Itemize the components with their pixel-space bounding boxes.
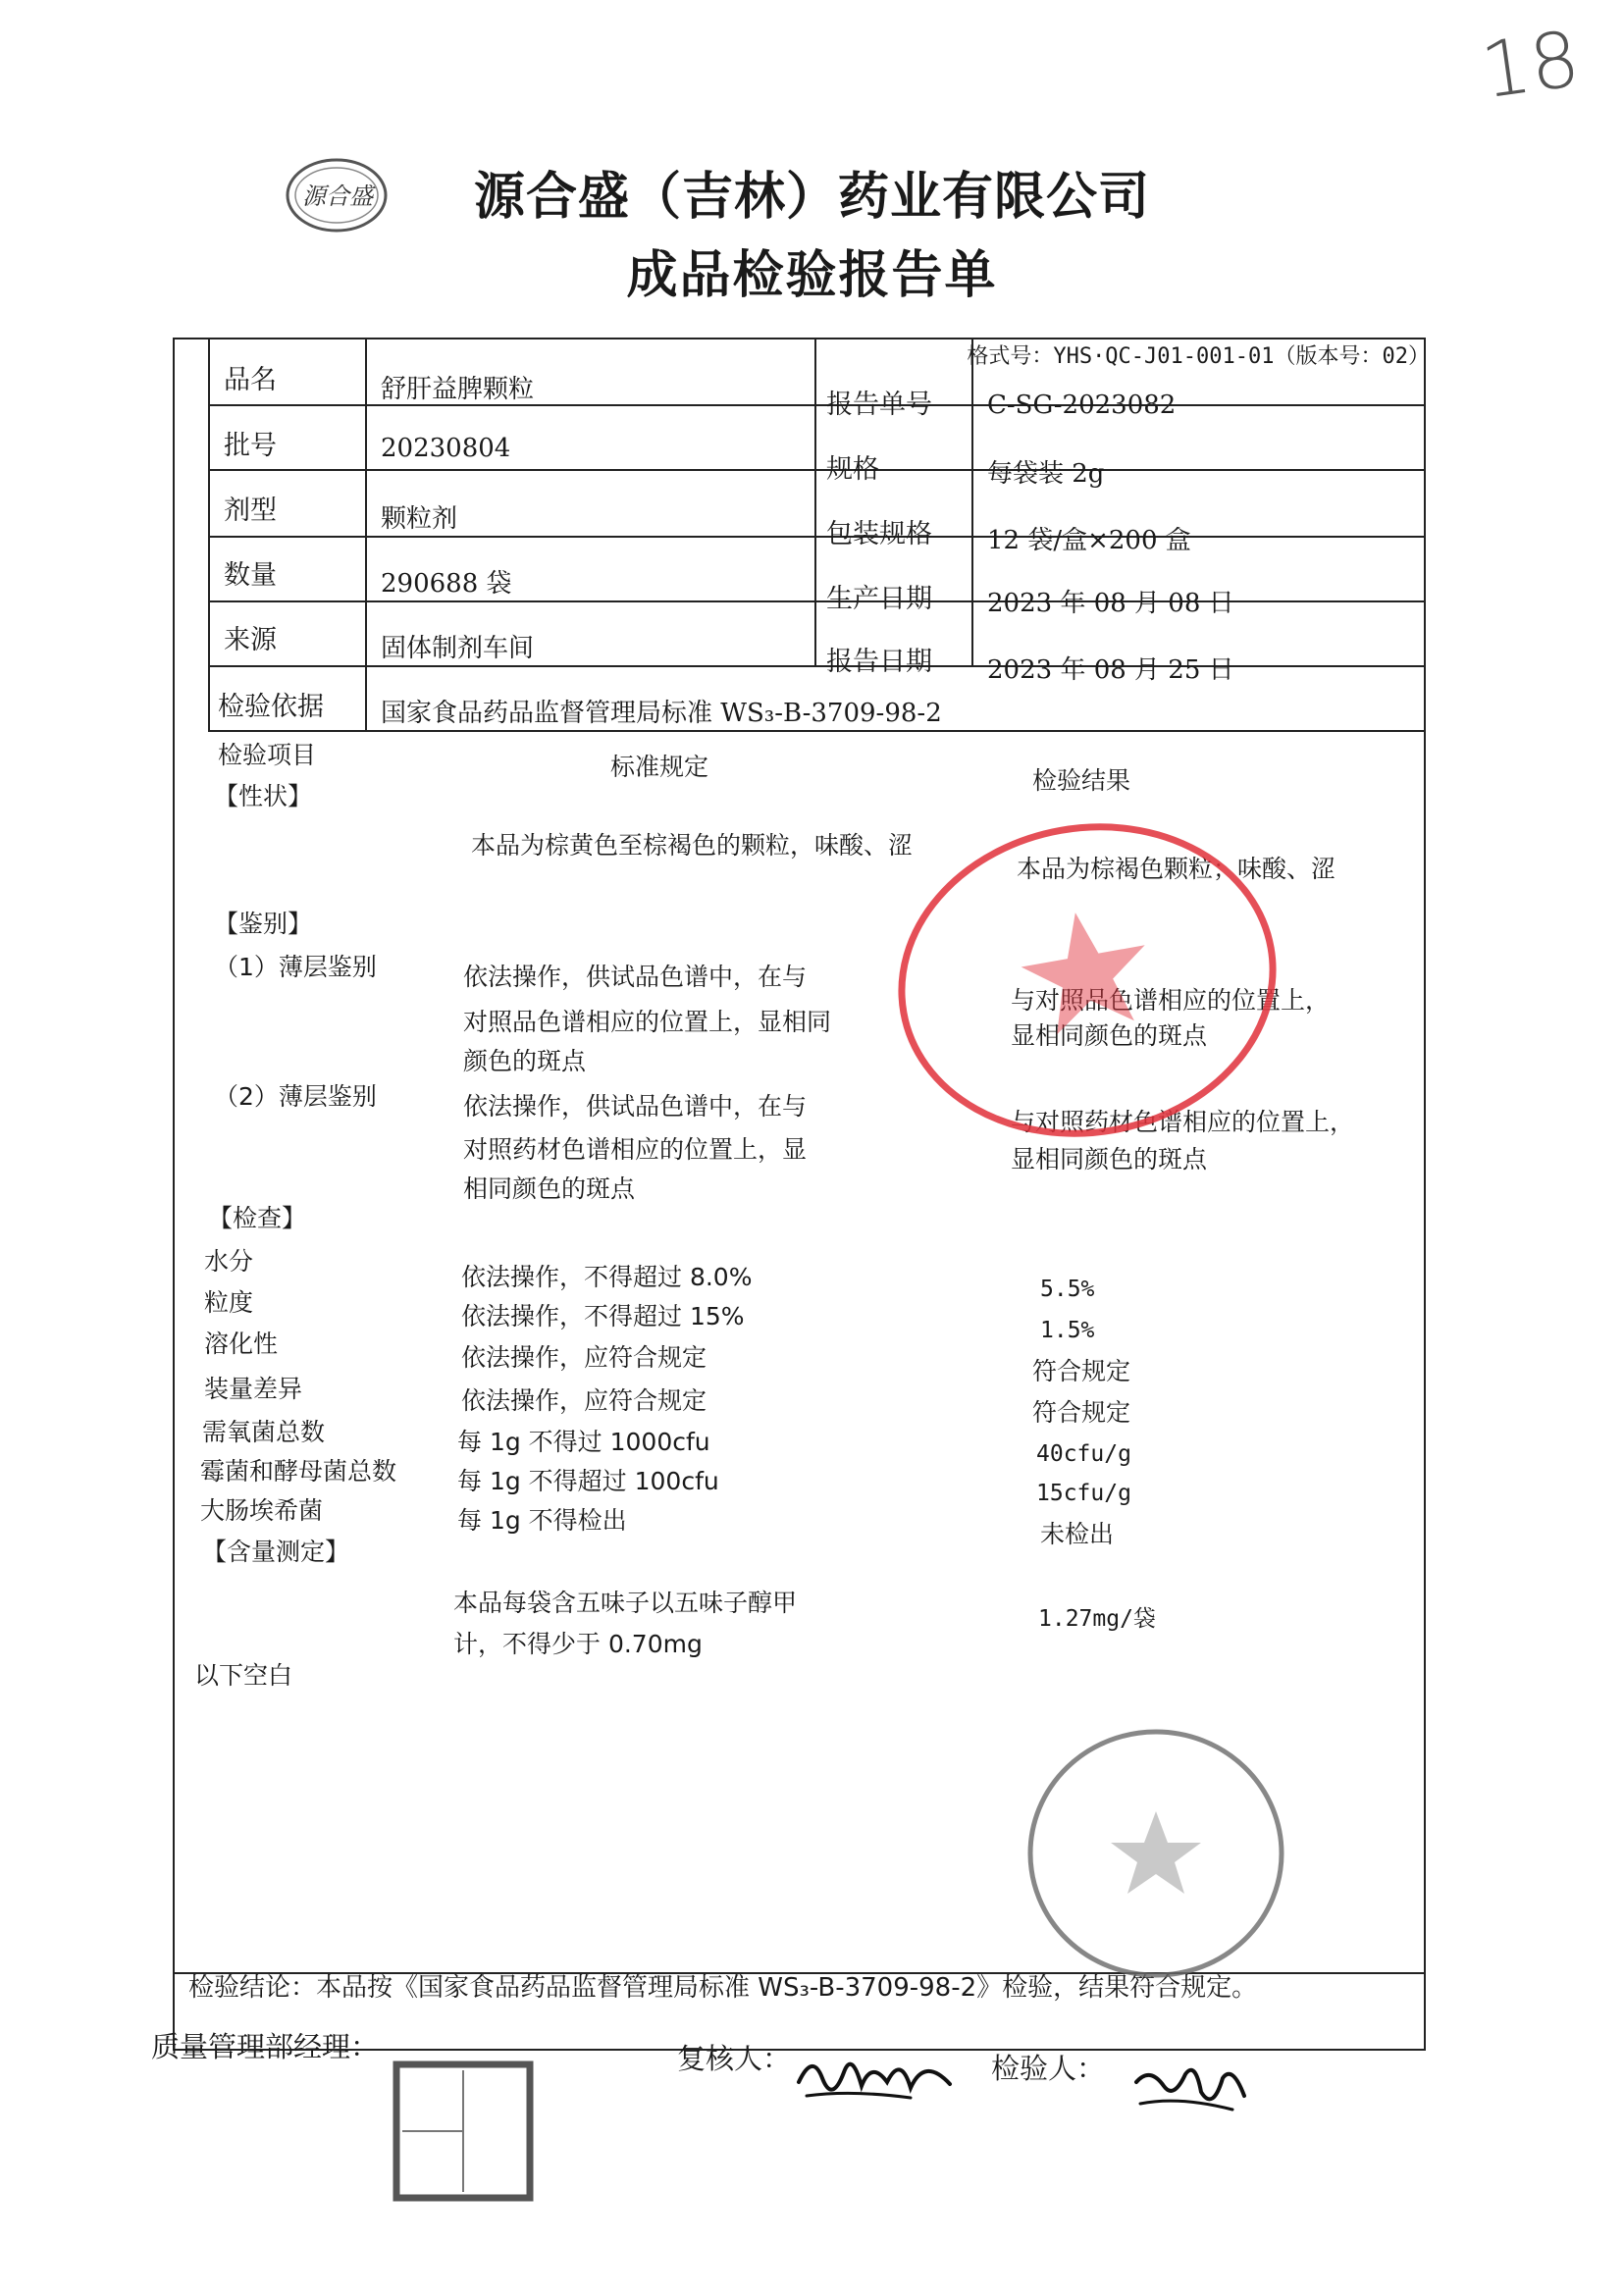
row-value-product: 舒肝益脾颗粒 [381, 375, 535, 404]
inspect-item: 装量差异 [204, 1375, 303, 1403]
inspect-standard: 依法操作，应符合规定 [461, 1343, 707, 1372]
assay-standard-line2: 计，不得少于 0.70mg [453, 1630, 703, 1658]
basis-label: 检验依据 [218, 692, 324, 722]
row-label-production-date: 生产日期 [826, 584, 932, 614]
row-label-report-no: 报告单号 [826, 390, 932, 420]
inspect-standard: 每 1g 不得检出 [457, 1506, 627, 1535]
blank-note: 以下空白 [194, 1661, 293, 1690]
inspect-standard: 每 1g 不得超过 100cfu [457, 1467, 719, 1495]
row-value-quantity: 290688 袋 [381, 569, 512, 599]
row-label-product: 品名 [224, 365, 277, 395]
row-label-packing: 包装规格 [826, 519, 932, 549]
inspect-standard: 依法操作，应符合规定 [461, 1386, 707, 1415]
inspect-standard: 依法操作，不得超过 15% [461, 1302, 745, 1330]
row-label-batch: 批号 [224, 431, 277, 461]
row-value-packing: 12 袋/盒×200 盒 [987, 526, 1191, 555]
manager-label: 质量管理部经理： [151, 2030, 380, 2063]
column-header-result: 检验结果 [1032, 766, 1131, 795]
format-number: 格式号：YHS·QC-J01-001-01（版本号：02） [967, 344, 1430, 369]
conclusion-text: 检验结论：本品按《国家食品药品监督管理局标准 WS₃-B-3709-98-2》检验，结果符合规定。 [188, 1973, 1258, 2003]
ident-result-1-line2: 显相同颜色的斑点 [1011, 1021, 1208, 1050]
ident-standard-1-line3: 颜色的斑点 [463, 1047, 587, 1075]
assay-result: 1.27mg/袋 [1038, 1606, 1156, 1632]
ident-result-2-line2: 显相同颜色的斑点 [1011, 1145, 1208, 1174]
inspect-result: 未检出 [1040, 1520, 1115, 1548]
row-label-source: 来源 [224, 625, 277, 655]
row-value-source: 固体制剂车间 [381, 634, 535, 663]
ident-standard-2-line2: 对照药材色谱相应的位置上，显 [463, 1135, 808, 1164]
inspection-seal-stamp [1022, 1725, 1289, 1982]
table-rule [971, 338, 973, 665]
logo-text: 源合盛 [302, 183, 373, 210]
company-title: 源合盛（吉林）药业有限公司 [473, 168, 1150, 227]
row-value-dosage: 颗粒剂 [381, 504, 458, 534]
inspect-item: 霉菌和酵母菌总数 [200, 1457, 397, 1486]
reviewer-label: 复核人： [677, 2042, 792, 2075]
ident-standard-1-line1: 依法操作，供试品色谱中，在与 [463, 963, 808, 991]
table-rule [208, 536, 1426, 538]
row-value-production-date: 2023 年 08 月 08 日 [987, 589, 1234, 618]
inspect-standard: 每 1g 不得过 1000cfu [457, 1428, 710, 1456]
table-rule [173, 338, 1426, 339]
traits-result: 本品为棕褐色颗粒；味酸、涩 [1017, 855, 1336, 883]
ident-standard-2-line1: 依法操作，供试品色谱中，在与 [463, 1092, 808, 1121]
ident-standard-2-line3: 相同颜色的斑点 [463, 1174, 636, 1203]
ident-result-1-line1: 与对照品色谱相应的位置上， [1011, 986, 1331, 1015]
row-value-batch: 20230804 [381, 434, 511, 463]
section-identification: 【鉴别】 [214, 910, 313, 938]
inspect-standard: 依法操作，不得超过 8.0% [461, 1263, 753, 1291]
inspect-item: 需氧菌总数 [202, 1418, 326, 1446]
table-rule [208, 600, 1426, 602]
section-assay: 【含量测定】 [202, 1538, 350, 1566]
inspect-item: 粒度 [204, 1288, 254, 1317]
inspect-item: 溶化性 [204, 1330, 279, 1358]
manager-name-seal [393, 2060, 534, 2202]
inspector-label: 检验人： [991, 2052, 1106, 2085]
report-title: 成品检验报告单 [626, 246, 998, 305]
ident-item-1: （1）薄层鉴别 [214, 953, 377, 981]
quality-department-stamp [891, 818, 1283, 1142]
reviewer-signature [793, 2043, 956, 2108]
row-value-spec: 每袋装 2g [987, 459, 1105, 489]
inspect-item: 水分 [204, 1247, 254, 1276]
inspect-result: 5.5% [1040, 1277, 1095, 1302]
inspector-signature [1130, 2053, 1248, 2123]
table-rule [208, 730, 1426, 732]
row-label-report-date: 报告日期 [826, 647, 932, 677]
row-value-report-no: C-SG-2023082 [987, 391, 1177, 420]
table-rule [208, 338, 210, 730]
inspect-result: 符合规定 [1032, 1357, 1131, 1385]
section-traits: 【性状】 [214, 782, 313, 810]
table-rule [208, 469, 1426, 471]
inspect-result: 符合规定 [1032, 1398, 1131, 1427]
inspect-result: 15cfu/g [1036, 1481, 1131, 1506]
inspect-item: 大肠埃希菌 [200, 1496, 324, 1525]
ident-item-2: （2）薄层鉴别 [214, 1082, 377, 1111]
row-label-spec: 规格 [826, 454, 879, 485]
traits-standard: 本品为棕黄色至棕褐色的颗粒，味酸、涩 [471, 831, 914, 860]
row-label-dosage: 剂型 [224, 496, 277, 526]
row-value-report-date: 2023 年 08 月 25 日 [987, 655, 1234, 685]
ident-result-2-line1: 与对照药材色谱相应的位置上， [1011, 1108, 1355, 1136]
section-inspection: 【检查】 [208, 1204, 307, 1232]
row-label-quantity: 数量 [224, 560, 277, 591]
inspect-result: 40cfu/g [1036, 1441, 1131, 1467]
column-header-item: 检验项目 [218, 741, 317, 769]
assay-standard-line1: 本品每袋含五味子以五味子醇甲 [453, 1589, 798, 1617]
page-number: 18 [1476, 15, 1586, 117]
table-rule [365, 338, 367, 730]
basis-value: 国家食品药品监督管理局标准 WS₃-B-3709-98-2 [381, 699, 942, 728]
column-header-standard: 标准规定 [610, 753, 709, 781]
table-rule [814, 338, 816, 665]
inspect-result: 1.5% [1040, 1318, 1095, 1343]
table-rule [208, 665, 1426, 667]
ident-standard-1-line2: 对照品色谱相应的位置上，显相同 [463, 1008, 832, 1036]
